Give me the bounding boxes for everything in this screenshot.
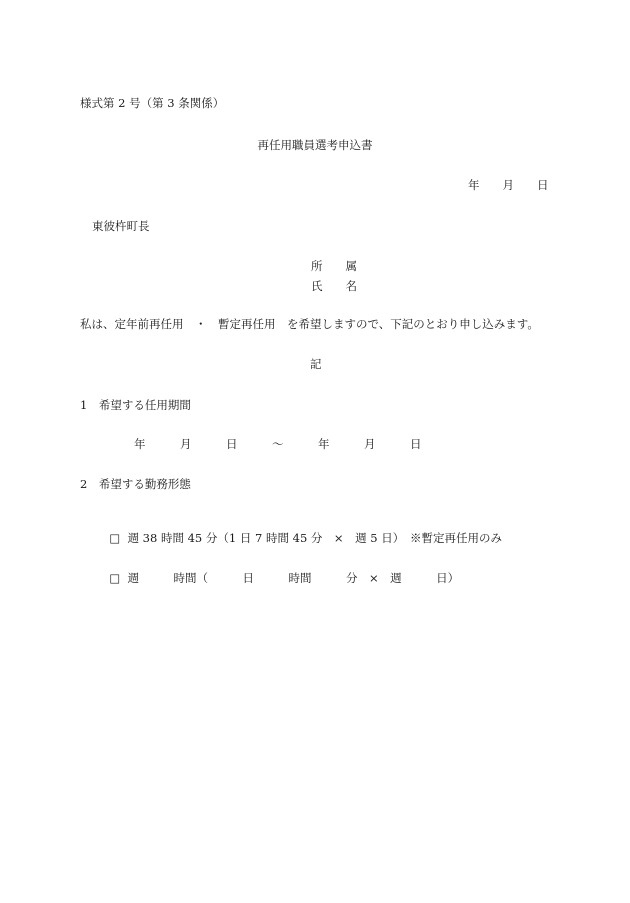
work-option-custom-text: 週 時間（ 日 時間 分 × 週 日） <box>127 571 460 585</box>
checkbox-full-time[interactable]: □ <box>109 531 121 545</box>
section1-heading: 1 希望する任用期間 <box>80 398 191 412</box>
section2-heading: 2 希望する勤務形態 <box>80 477 191 491</box>
affiliation-label: 所 属 <box>311 259 357 273</box>
appointment-period-line: 年 月 日 ～ 年 月 日 <box>134 437 422 451</box>
work-option-full-time-text: 週 38 時間 45 分（1 日 7 時間 45 分 × 週 5 日） ※暫定再任用のみ <box>127 531 502 545</box>
name-label: 氏 名 <box>311 279 357 293</box>
work-option-custom <box>102 557 459 585</box>
date-line: 年 月 日 <box>468 178 549 192</box>
checkbox-custom[interactable]: □ <box>109 571 121 585</box>
document-title: 再任用職員選考申込書 <box>257 138 373 152</box>
form-number: 様式第 2 号（第 3 条関係） <box>80 96 225 110</box>
addressee: 東彼杵町長 <box>92 219 150 233</box>
ki-heading: 記 <box>310 357 322 371</box>
work-option-full-time <box>102 517 502 545</box>
application-statement: 私は、定年前再任用 ・ 暫定再任用 を希望しますので、下記のとおり申し込みます。 <box>80 317 539 331</box>
